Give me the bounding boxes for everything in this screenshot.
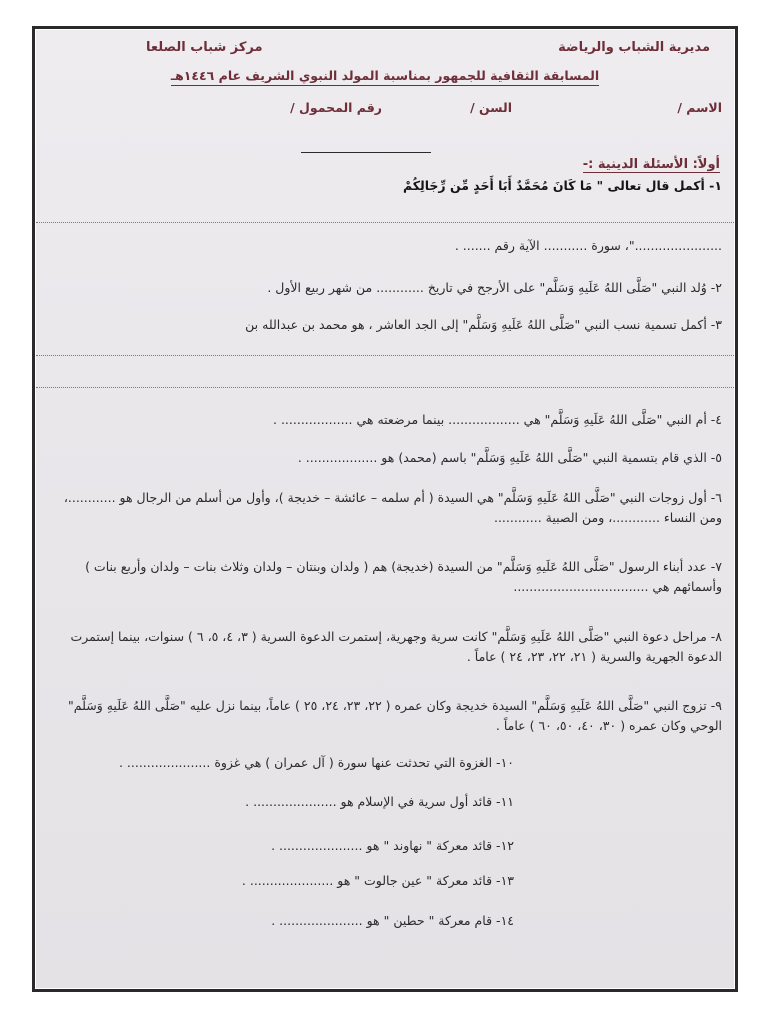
participant-info-row: [36, 100, 722, 120]
question-11: ١١- قائد أول سرية في الإسلام هو ..................... .: [245, 794, 514, 809]
directorate-title: مديرية الشباب والرياضة: [558, 40, 710, 55]
answer-line: [36, 355, 734, 356]
question-1-tail: ......................"، سورة ........... الآية رقم ....... .: [454, 238, 722, 253]
question-3: ٣- أكمل تسمية نسب النبي "صَلَّى اللهُ عَلَيهِ وَسَلَّم" إلى الجد العاشر ، هو محمد بن عبدالله بن: [245, 317, 722, 332]
center-title: مركز شباب الصلعا: [146, 40, 263, 55]
question-4: ٤- أم النبي "صَلَّى اللهُ عَلَيهِ وَسَلَّم" هي .................. بينما مرضعته هي .................. .: [273, 412, 722, 427]
answer-line: [36, 387, 734, 388]
question-8: ٨- مراحل دعوة النبي "صَلَّى اللهُ عَلَيهِ وَسَلَّم" كانت سرية وجهرية، إستمرت الدعوة السرية ( ٣، ٤، ٥، ٦ ) سنوات، بينما إستمرت الدعوة الجهرية والسرية ( ٢١، ٢٢، ٢٣، ٢٤ ) عاماً .: [70, 629, 722, 664]
name-label: الاسم /: [677, 100, 722, 115]
separator-line: [301, 152, 431, 153]
question-9: ٩- تزوج النبي "صَلَّى اللهُ عَلَيهِ وَسَلَّم" السيدة خديجة وكان عمره ( ٢٢، ٢٣، ٢٤، ٢٥ ) عاماً، بينما نزل عليه "صَلَّى اللهُ عَلَيهِ وَسَلَّم" الوحي وكان عمره ( ٣٠، ٤٠، ٥٠، ٦٠ ) عاماً .: [68, 698, 722, 733]
phone-label: رقم المحمول /: [290, 100, 382, 115]
age-label: السن /: [470, 100, 512, 115]
question-12: ١٢- قائد معركة " نهاوند " هو ..................... .: [271, 838, 514, 853]
competition-title-text: المسابقة الثقافية للجمهور بمناسبة المولد النبوي الشريف عام ١٤٤٦هـ: [171, 68, 599, 86]
answer-line: [36, 222, 734, 223]
exam-paper: [36, 30, 734, 988]
question-1: [403, 178, 722, 193]
question-1-text: ١- أكمل قال تعالى " مَا كَانَ مُحَمَّدٌ أَبَا أَحَدٍ مِّن رِّجَالِكُمْ: [402, 178, 722, 193]
question-10: ١٠- الغزوة التي تحدثت عنها سورة ( آل عمران ) هي غزوة ..................... .: [118, 755, 514, 770]
question-7: ٧- عدد أبناء الرسول "صَلَّى اللهُ عَلَيهِ وَسَلَّم" من السيدة (خديجة) هم ( ولدان وبنتان – ولدان وثلاث بنات – ولدان وأربع بنات ) وأسمائهم هي ..................................: [85, 559, 722, 594]
question-5: ٥- الذي قام بتسمية النبي "صَلَّى اللهُ عَلَيهِ وَسَلَّم" باسم (محمد) هو .................. .: [297, 450, 722, 465]
question-2: ٢- وُلد النبي "صَلَّى اللهُ عَلَيهِ وَسَلَّم" على الأرجح في تاريخ ............ من شهر ربيع الأول .: [267, 280, 722, 295]
competition-title: [36, 68, 734, 83]
question-6: ٦- أول زوجات النبي "صَلَّى اللهُ عَلَيهِ وَسَلَّم" هي السيدة ( أم سلمه – عائشة – خديجة )، وأول من أسلم من الرجال هو ............، ومن النساء ............، ومن الصبية ............: [63, 490, 722, 525]
question-13: ١٣- قائد معركة " عين جالوت " هو ..................... .: [241, 873, 514, 888]
section-title: [583, 157, 720, 172]
question-14: ١٤- قام معركة " حطين " هو ..................... .: [271, 913, 514, 928]
header: [56, 40, 710, 62]
section-title-text: أولاً: الأسئلة الدينية :-: [582, 157, 720, 172]
